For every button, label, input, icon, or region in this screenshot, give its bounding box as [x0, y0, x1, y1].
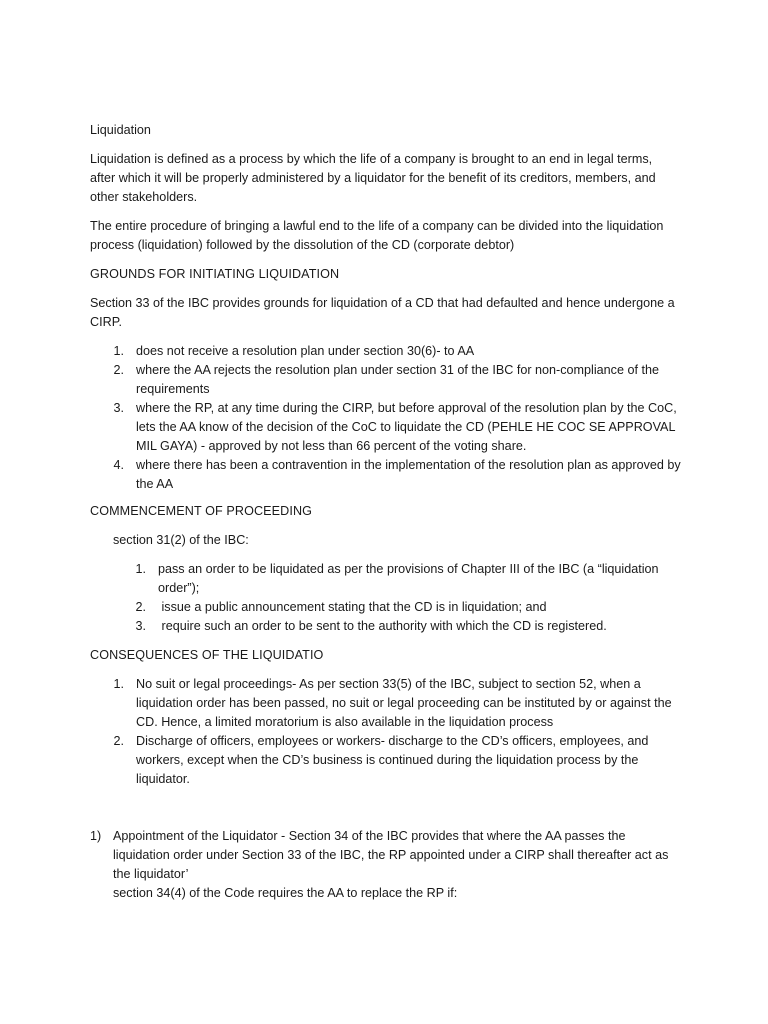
grounds-paragraph: Section 33 of the IBC provides grounds for liquidation of a CD that had defaulted and hence undergone a CIRP.	[90, 296, 675, 329]
list-item-number: 1)	[90, 829, 102, 843]
list-item: No suit or legal proceedings- As per section 33(5) of the IBC, subject to section 52, when a liquidation order has been passed, no suit or legal proceeding can be instituted by or against the CD. Hence, a limited moratorium is also available in the liquidation process	[136, 677, 672, 729]
intro-paragraph: Liquidation is defined as a process by which the life of a company is brought to an end in legal terms, after which it will be properly administered by a liquidator for the benefit of its creditors, members, and other stakeholders.	[90, 152, 656, 204]
list-item: where the AA rejects the resolution plan under section 31 of the IBC for non-compliance of the requirements	[136, 363, 659, 396]
list-item: where the RP, at any time during the CIRP, but before approval of the resolution plan by the CoC, lets the AA know of the decision of the CoC to liquidate the CD (PEHLE HE COC SE APPROVAL MIL GAYA) - approved by not less than 66 percent of the voting share.	[136, 401, 677, 453]
list-item-number: 2.	[135, 600, 146, 614]
list-item-number: 1.	[113, 677, 124, 691]
list-item-number: 2.	[113, 734, 124, 748]
list-item-number: 1.	[113, 344, 124, 358]
commencement-paragraph: section 31(2) of the IBC:	[113, 533, 249, 547]
list-item: pass an order to be liquidated as per the provisions of Chapter III of the IBC (a “liquidation order”);	[158, 562, 659, 595]
list-item: does not receive a resolution plan under section 30(6)- to AA	[136, 344, 475, 358]
list-item-number: 2.	[113, 363, 124, 377]
list-item: issue a public announcement stating that the CD is in liquidation; and	[158, 600, 547, 614]
consequences-heading: CONSEQUENCES OF THE LIQUIDATIO	[90, 648, 324, 662]
commencement-heading: COMMENCEMENT OF PROCEEDING	[90, 504, 313, 518]
list-item-number: 3.	[113, 401, 124, 415]
list-item: require such an order to be sent to the authority with which the CD is registered.	[158, 619, 607, 633]
intro-paragraph-2: The entire procedure of bringing a lawful end to the life of a company can be divided into the liquidation process (liquidation) followed by the dissolution of the CD (corporate debtor)	[90, 219, 664, 252]
appointment-paragraph: Appointment of the Liquidator - Section 34 of the IBC provides that where the AA passes the liquidation order under Section 33 of the IBC, the RP appointed under a CIRP shall thereafter act as the liquidator’	[113, 829, 669, 881]
list-item: where there has been a contravention in the implementation of the resolution plan as approved by the AA	[136, 458, 681, 491]
list-item: Discharge of officers, employees or workers- discharge to the CD’s officers, employees, and workers, except when the CD’s business is continued during the liquidation process by the liquidator.	[136, 734, 649, 786]
list-item-number: 3.	[135, 619, 146, 633]
list-item-number: 1.	[135, 562, 146, 576]
grounds-heading: GROUNDS FOR INITIATING LIQUIDATION	[90, 267, 340, 281]
list-item-number: 4.	[113, 458, 124, 472]
appointment-subparagraph: section 34(4) of the Code requires the AA to replace the RP if:	[113, 886, 458, 900]
document-title: Liquidation	[90, 123, 151, 137]
